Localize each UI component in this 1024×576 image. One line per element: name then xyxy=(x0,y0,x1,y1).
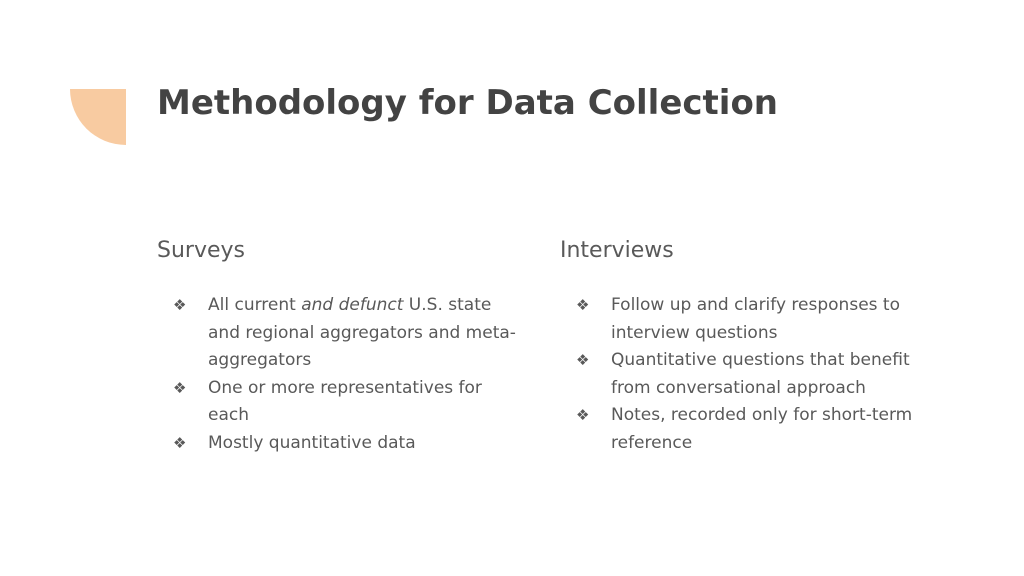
bullet-item xyxy=(560,292,930,347)
bullet-text: All current xyxy=(208,295,302,315)
bullet-text: Notes, recorded only for short-term reference xyxy=(611,405,913,453)
bullet-text: U.S. state and regional aggregators and meta-aggregators xyxy=(208,295,516,370)
interviews-heading: Interviews xyxy=(560,238,674,263)
bullet-text: and defunct xyxy=(301,295,404,315)
diamond-bullet-icon: ❖ xyxy=(173,378,187,397)
bullet-item xyxy=(560,347,930,402)
bullet-text: Quantitative questions that benefit from conversational approach xyxy=(611,350,910,398)
diamond-bullet-icon: ❖ xyxy=(173,433,187,452)
bullet-text: Mostly quantitative data xyxy=(208,432,416,453)
interviews-column xyxy=(560,236,930,457)
bullet-item xyxy=(157,292,527,375)
bullet-item xyxy=(157,375,527,430)
accent-quarter-circle-icon xyxy=(70,89,126,145)
surveys-heading: Surveys xyxy=(157,238,245,263)
surveys-column xyxy=(157,236,527,457)
interviews-bullet-list xyxy=(560,292,930,457)
bullet-text: Follow up and clarify responses to interview questions xyxy=(611,295,900,343)
diamond-bullet-icon: ❖ xyxy=(173,296,187,314)
slide-title: Methodology for Data Collection xyxy=(157,83,779,123)
diamond-bullet-icon: ❖ xyxy=(576,406,590,424)
surveys-bullet-list xyxy=(157,292,527,457)
diamond-bullet-icon: ❖ xyxy=(576,296,590,314)
bullet-item xyxy=(157,430,527,458)
bullet-text: One or more representatives for each xyxy=(208,377,482,425)
bullet-item xyxy=(560,402,930,457)
diamond-bullet-icon: ❖ xyxy=(576,351,590,369)
